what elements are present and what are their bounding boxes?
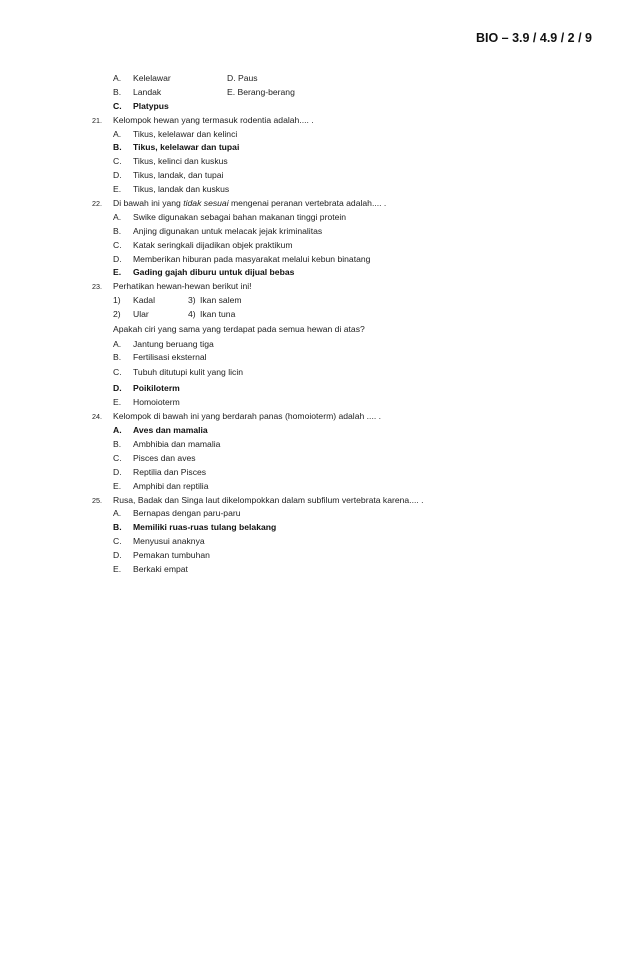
option-text: Berkaki empat	[133, 564, 188, 574]
option-text: Pemakan tumbuhan	[133, 550, 210, 561]
q23-option-a	[0, 338, 638, 352]
q25-option-c	[0, 535, 638, 549]
option-letter: A.	[113, 211, 122, 222]
question-text-part: mengenai peranan vertebrata adalah.... .	[228, 198, 387, 209]
question-text-part: Di bawah ini yang	[113, 198, 184, 209]
option-letter: D.	[113, 170, 122, 181]
list-item-text: Kadal	[133, 295, 155, 306]
option-text: Berang-berang	[237, 86, 295, 97]
q25-option-b-answer	[0, 521, 638, 535]
option-letter: A.	[113, 508, 122, 519]
q20-option-row-be	[0, 86, 638, 100]
option-letter: B.	[113, 86, 122, 97]
option-second-column	[227, 86, 295, 100]
q23-option-d-answer	[0, 381, 638, 397]
option-text: Memberikan hiburan pada masyarakat melalui kebun binatang	[133, 253, 371, 264]
option-text: Paus	[237, 73, 258, 83]
q21-question	[0, 114, 638, 128]
q21-option-a	[0, 128, 638, 142]
option-text: Ambhibia dan mamalia	[133, 438, 221, 449]
option-letter: E.	[113, 184, 122, 195]
option-text: Katak seringkali dijadikan objek praktikum	[133, 239, 293, 250]
question-text: Perhatikan hewan-hewan berikut ini!	[113, 281, 252, 292]
q24-option-e	[0, 480, 638, 494]
q22-option-b	[0, 225, 638, 239]
q23-list-row-2	[0, 308, 638, 322]
option-text: Fertilisasi eksternal	[133, 352, 207, 363]
question-italic-phrase: tidak sesuai	[183, 198, 229, 209]
option-second-column	[227, 72, 258, 86]
q24-option-b	[0, 438, 638, 452]
q25-option-d	[0, 549, 638, 563]
option-letter: E.	[113, 564, 122, 574]
option-text: Homoioterm	[133, 397, 180, 408]
option-text: Tikus, kelinci dan kuskus	[133, 156, 228, 167]
option-letter: C.	[113, 100, 122, 111]
option-letter: C.	[113, 239, 122, 250]
list-item-text: Ular	[133, 309, 149, 320]
question-text: Rusa, Badak dan Singa laut dikelompokkan dalam subfilum vertebrata karena.... .	[113, 494, 424, 505]
q21-option-b-answer	[0, 141, 638, 155]
question-text: Kelompok di bawah ini yang berdarah panas (homoioterm) adalah .... .	[113, 411, 381, 422]
q24-option-a-answer	[0, 424, 638, 438]
option-letter: D.	[227, 73, 236, 83]
option-letter: E.	[113, 267, 122, 278]
option-text: Tikus, kelelawar dan kelinci	[133, 128, 238, 139]
question-page	[0, 72, 638, 577]
list-number: 1)	[113, 295, 121, 306]
question-text: Kelompok hewan yang termasuk rodentia adalah.... .	[113, 114, 314, 125]
question-text: Apakah ciri yang sama yang terdapat pada semua hewan di atas?	[113, 324, 365, 335]
option-text: Pisces dan aves	[133, 452, 196, 463]
option-text: Landak	[133, 86, 162, 97]
q25-option-a	[0, 507, 638, 521]
option-text: Amphibi dan reptilia	[133, 480, 209, 491]
q23-sub-question	[0, 322, 638, 338]
option-text: Gading gajah diburu untuk dijual bebas	[133, 267, 295, 278]
option-letter: D.	[113, 253, 122, 264]
option-text: Reptilia dan Pisces	[133, 466, 207, 477]
q23-option-c	[0, 365, 638, 381]
list-number: 4)	[188, 309, 196, 320]
option-text: Aves dan mamalia	[133, 425, 208, 436]
option-text: Swike digunakan sebagai bahan makanan tinggi protein	[133, 211, 347, 222]
question-number: 21.	[92, 115, 102, 125]
option-text: Poikiloterm	[133, 382, 180, 393]
question-number: 24.	[92, 412, 102, 422]
q23-question	[0, 280, 638, 294]
option-letter: A.	[113, 338, 122, 349]
option-text: Bernapas dengan paru-paru	[133, 508, 241, 519]
q20-option-row-ad	[0, 72, 638, 86]
list-item-text: Ikan tuna	[200, 309, 236, 320]
question-number: 23.	[92, 282, 102, 292]
option-text: Tubuh ditutupi kulit yang licin	[133, 367, 244, 378]
option-letter: B.	[113, 142, 122, 153]
option-text: Menyusui anaknya	[133, 536, 205, 547]
option-text: Memiliki ruas-ruas tulang belakang	[133, 522, 277, 533]
option-text: Anjing digunakan untuk melacak jejak kriminalitas	[133, 225, 323, 236]
q23-list-row-1	[0, 294, 638, 308]
q25-question	[0, 494, 638, 508]
q22-option-c	[0, 239, 638, 253]
q23-option-b	[0, 351, 638, 365]
q22-option-a	[0, 211, 638, 225]
option-letter: B.	[113, 225, 122, 236]
option-text: Tikus, landak dan kuskus	[133, 184, 230, 195]
option-letter: A.	[113, 73, 122, 83]
option-text: Jantung beruang tiga	[133, 338, 214, 349]
page-header-code: BIO – 3.9 / 4.9 / 2 / 9	[475, 31, 592, 45]
option-letter: B.	[113, 522, 122, 533]
q23-option-e	[0, 396, 638, 410]
q24-question	[0, 410, 638, 424]
option-text: Platypus	[133, 100, 169, 111]
option-letter: C.	[113, 156, 122, 167]
q22-option-d	[0, 253, 638, 267]
option-letter: B.	[113, 438, 122, 449]
option-letter: E.	[113, 397, 122, 408]
option-letter: D.	[113, 466, 122, 477]
list-number: 3)	[188, 295, 196, 306]
option-letter: D.	[113, 550, 122, 561]
option-letter: B.	[113, 352, 122, 363]
question-number: 25.	[92, 495, 102, 505]
q21-option-d	[0, 169, 638, 183]
q21-option-e	[0, 183, 638, 197]
option-letter: A.	[113, 128, 122, 139]
q24-option-c	[0, 452, 638, 466]
option-text: Kelelawar	[133, 73, 171, 83]
option-letter: E.	[227, 86, 236, 97]
q25-option-e	[0, 563, 638, 577]
option-letter: C.	[113, 452, 122, 463]
q20-option-row-c-answer	[0, 100, 638, 114]
option-letter: D.	[113, 382, 122, 393]
option-letter: C.	[113, 536, 122, 547]
list-item-text: Ikan salem	[200, 295, 242, 306]
list-number: 2)	[113, 309, 121, 320]
option-letter: E.	[113, 480, 122, 491]
q22-question	[0, 197, 638, 211]
question-text	[113, 197, 386, 211]
option-letter: A.	[113, 425, 122, 436]
q21-option-c	[0, 155, 638, 169]
option-text: Tikus, landak, dan tupai	[133, 170, 224, 181]
q24-option-d	[0, 466, 638, 480]
question-number: 22.	[92, 199, 102, 209]
option-letter: C.	[113, 367, 122, 378]
q22-option-e-answer	[0, 266, 638, 280]
option-text: Tikus, kelelawar dan tupai	[133, 142, 240, 153]
